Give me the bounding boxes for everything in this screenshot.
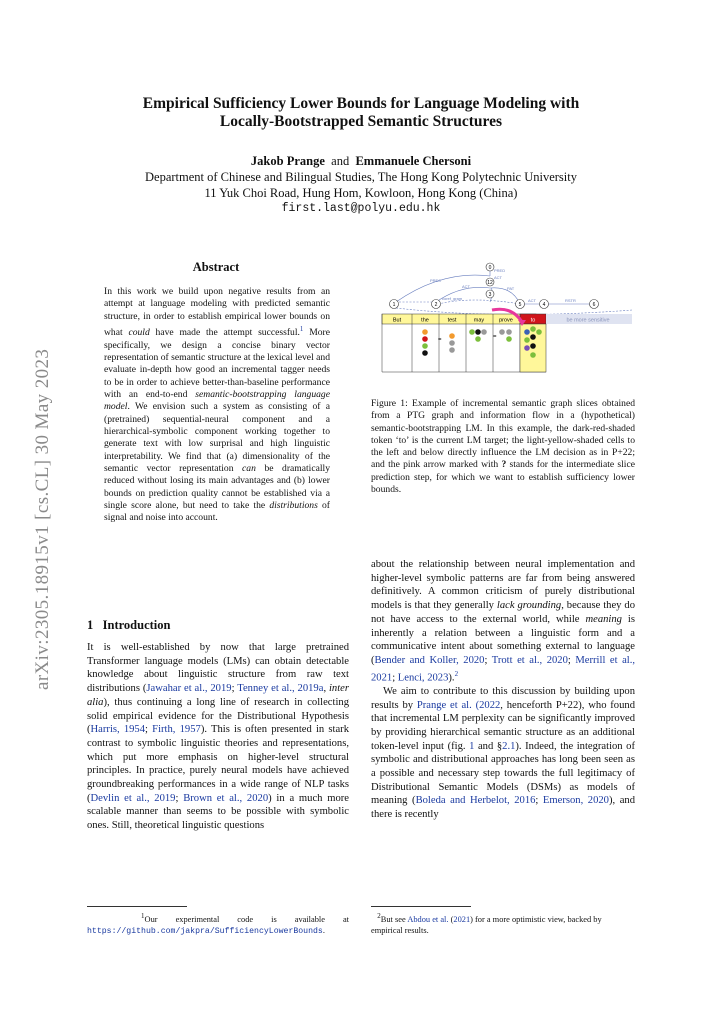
slice-node <box>469 329 475 335</box>
edge-label: coref_gram <box>442 296 463 301</box>
body-text: ; <box>567 654 576 666</box>
abstract-part: In this work we build upon negative results from an attempt at language modeling with predicted semantic structure, in order to establish empirical lower bounds on what <box>104 286 330 339</box>
citation-link[interactable]: Emerson, 2020 <box>542 795 609 807</box>
footnote-rule <box>87 906 187 907</box>
body-text: ; <box>145 724 153 736</box>
token-label: test <box>447 317 457 324</box>
footnote-number: 2 <box>377 912 381 920</box>
footnote-rule <box>371 906 471 907</box>
edge-labels <box>430 268 576 303</box>
footnote-marker[interactable]: 2 <box>454 669 459 678</box>
body-text: ; <box>484 654 492 666</box>
email: first.last@polyu.edu.hk <box>281 202 441 215</box>
footnote-text: ) for a more optimistic view, backed by empirical results. <box>371 914 602 935</box>
edge-label: RSTR <box>565 298 576 303</box>
author-1: Jakob Prange <box>250 154 325 168</box>
body-emphasis: meaning <box>585 613 622 625</box>
abstract-part: be dramatically reduced without losing its main advantages and (b) lower bounds on prediction quality cannot be established via a single score alone, but need to take the <box>104 463 330 512</box>
citation-link[interactable]: Devlin et al., 2019 <box>90 792 176 804</box>
token-label: But <box>392 317 402 324</box>
slice-node <box>536 329 542 335</box>
body-text: It is well-established by now that large pretrained Transformer language models (LMs) can obtain detectable knowledge about linguistic structure from raw text distributions ( <box>87 642 349 695</box>
edge-label: PREC <box>430 278 442 283</box>
citation-link[interactable]: 2021 <box>453 914 471 924</box>
footnote-text: . <box>322 925 325 935</box>
node-label: 5 <box>518 302 522 308</box>
body-text: and § <box>474 740 503 752</box>
author-names <box>80 153 642 169</box>
node-label: 12 <box>487 280 493 286</box>
node-label: 4 <box>542 302 546 308</box>
citation-link[interactable]: Trott et al., 2020 <box>491 654 568 666</box>
footnote-text: Our experimental code is available at <box>144 914 350 924</box>
abstract-emphasis: could <box>128 327 150 339</box>
slice-node <box>475 329 481 335</box>
figure-1-semantic-graph <box>372 262 634 374</box>
node-label: 3 <box>488 292 492 298</box>
footnote-2 <box>371 911 635 936</box>
arxiv-stamp-text: arXiv:2305.18915v1 [cs.CL] 30 May 2023 <box>32 348 53 690</box>
body-text: about the relationship between neural implementation and higher-level symbolic patterns are far from being answered definitively. A common criticism of purely distributional models is that they generally <box>371 559 635 612</box>
citation-link[interactable]: Bender and Koller, 2020 <box>374 654 485 666</box>
body-text: , henceforth P+22), who found that incremental LM perplexity can be significantly improved by providing hierarchical semantic structure as an additional token-level input (fig. <box>371 699 635 752</box>
figure-1-caption <box>371 398 635 496</box>
caption-question-mark: ? <box>501 459 507 471</box>
node-label: 2 <box>434 302 438 308</box>
slice-node <box>449 340 455 346</box>
body-text: ), and there is recently <box>371 795 635 821</box>
token-row <box>382 314 632 372</box>
slice-node <box>422 350 428 356</box>
target-token-label: to <box>530 317 536 324</box>
node-label: 0 <box>488 265 492 271</box>
highlighted-token-cells <box>382 314 536 324</box>
citation-link[interactable]: Firth, 1957 <box>152 724 201 736</box>
slice-node <box>530 352 536 358</box>
slice-node <box>524 337 530 343</box>
edge-label: ACT <box>494 275 502 280</box>
body-text: , because they do not have access to the external world, while <box>371 600 636 625</box>
code-repository-link[interactable]: https://github.com/jakpra/SufficiencyLowerBounds <box>87 926 323 936</box>
citation-link[interactable]: Boleda and Herbelot, 2016 <box>415 795 536 807</box>
slice-node <box>499 329 505 335</box>
token-label: prove <box>499 317 513 324</box>
slice-node <box>449 333 455 339</box>
body-text: ; <box>535 795 543 807</box>
token-label: may <box>473 317 485 324</box>
slice-node <box>506 336 512 342</box>
citation-link[interactable]: Lenci, 2023 <box>397 672 449 684</box>
author-block <box>80 153 642 217</box>
footnote-marker[interactable]: 1 <box>299 325 304 334</box>
citation-link[interactable]: Brown et al., 2020 <box>183 792 269 804</box>
footnote-text: But see <box>380 914 408 924</box>
slice-node <box>506 329 512 335</box>
slice-node <box>422 329 428 335</box>
address: 11 Yuk Choi Road, Hung Hom, Kowloon, Hong Kong (China) <box>204 186 518 200</box>
section-heading-introduction <box>87 618 170 633</box>
body-text: , <box>323 683 329 695</box>
token-label: the <box>421 317 429 324</box>
slice-node <box>524 345 530 351</box>
section-reference-link[interactable]: 2.1 <box>502 740 516 752</box>
citation-link[interactable]: Harris, 1954 <box>90 724 146 736</box>
body-text: ) in a much more scalable manner than seems to be possible with symbolic ones. Still, theoretical linguistic questions <box>87 792 349 832</box>
body-text: ; <box>231 683 238 695</box>
slice-node <box>530 334 536 340</box>
citation-link[interactable]: Tenney et al., 2019a <box>237 683 324 695</box>
body-text: ). Indeed, the integration of symbolic and distributional approaches has long been seen as a possible and necessary step towards the full legitimacy of Distributional Semantic Models (DSMs) as models of meaning ( <box>371 740 636 807</box>
paper-title <box>80 95 642 131</box>
title-line-1: Empirical Sufficiency Lower Bounds for Language Modeling with <box>142 95 580 112</box>
abstract-part: have made the attempt successful. <box>149 327 300 339</box>
citation-link[interactable]: Abdou et al. <box>407 914 449 924</box>
body-text: ), thus continuing a long line of research in collecting solid empirical evidence for the Distributional Hypothesis ( <box>87 696 349 736</box>
caption-text: stands for the intermediate slice prediction step, for which we want to establish sufficiency lower bounds. <box>371 459 635 496</box>
footnote-text: ( <box>448 914 454 924</box>
author-2: Emmanuele Chersoni <box>355 154 472 168</box>
body-emphasis: lack grounding <box>496 600 562 612</box>
citation-link[interactable]: Jawahar et al., 2019 <box>146 683 232 695</box>
future-tokens-label: be more sensitive <box>566 317 610 324</box>
slice-node <box>449 347 455 353</box>
body-text: ; <box>175 792 184 804</box>
edge-label: ACT <box>462 284 470 289</box>
figure-reference-link[interactable]: 1 <box>469 740 475 752</box>
citation-link[interactable]: Merrill et al., 2021 <box>371 654 636 684</box>
equals-sign: = <box>493 334 497 340</box>
slice-node <box>530 326 536 332</box>
body-text: is inherently a relation between a linguistic form and a communicative intent about something external to language ( <box>371 613 635 666</box>
body-text: ). <box>448 672 455 684</box>
section-number: 1 <box>87 618 94 632</box>
abstract-text <box>104 286 330 525</box>
caption-text: Figure 1: Example of incremental semantic graph slices obtained from a PTG graph and information flow in a (hypothetical) semantic-bootstrapping LM. In this example, the dark-red-shaded token ‘to’ is the current LM target; the light-yellow-shaded cells to the left and below directly influence the LM decision as in P+22; and the pink arrow marked with <box>371 398 635 471</box>
node-label: 6 <box>592 302 596 308</box>
footnote-number: 1 <box>141 912 145 920</box>
abstract-emphasis: semantic-bootstrapping language model <box>104 388 330 413</box>
token-labels <box>393 318 610 324</box>
body-emphasis: inter alia <box>87 683 349 708</box>
section-title: Introduction <box>102 618 171 632</box>
author-conjunction: and <box>331 154 350 168</box>
body-text: ; <box>392 672 398 684</box>
edge-label: PRED <box>494 268 506 273</box>
abstract-part: . We envision such a system as consisting of a (pretrained) sequential-neural component and a hierarchical-symbolic component working together to generate text with low surprisal and high linguistic interpretability. We find that (a) dimensionality of the semantic vector representation <box>104 401 330 474</box>
right-column-text <box>371 558 635 822</box>
slice-node <box>422 343 428 349</box>
abstract-emphasis: distributions <box>269 500 318 512</box>
affiliation: Department of Chinese and Bilingual Studies, The Hong Kong Polytechnic University <box>145 170 577 184</box>
citation-link[interactable]: Prange et al. (2022 <box>416 699 501 711</box>
slice-node <box>524 329 530 335</box>
introduction-paragraph <box>87 641 349 833</box>
paragraph-2 <box>371 685 635 822</box>
title-line-2: Locally-Bootstrapped Semantic Structures <box>219 113 503 130</box>
edge-label: ACT <box>528 298 536 303</box>
abstract-emphasis: can <box>242 463 256 474</box>
arxiv-identifier-stamp <box>12 310 72 690</box>
abstract-part: More specifically, we design a concise binary vector representation of semantic structure at the lexical level and evaluate in-depth how good an incremental tagger needs to be in order to achieve better-than-baseline performance with an end-to-end <box>104 327 330 400</box>
abstract-part: of signal and noise into account. <box>104 500 330 524</box>
body-text: We aim to contribute to this discussion by building upon results by <box>371 685 635 711</box>
slice-node <box>530 343 536 349</box>
slice-node <box>422 336 428 342</box>
body-text: ). This is often presented in stark contrast to symbolic linguistic theories and representations, which put more emphasis on higher-level structural principles. In practice, purely neural models have achieved groundbreaking performances in a wide range of NLP tasks ( <box>87 724 350 804</box>
node-label: 1 <box>392 302 396 308</box>
slice-node <box>481 329 487 335</box>
footnote-1 <box>87 911 349 937</box>
edge-label: PAT <box>507 286 515 291</box>
abstract-heading: Abstract <box>192 260 240 274</box>
slice-node <box>475 336 481 342</box>
equals-sign: = <box>438 337 442 343</box>
